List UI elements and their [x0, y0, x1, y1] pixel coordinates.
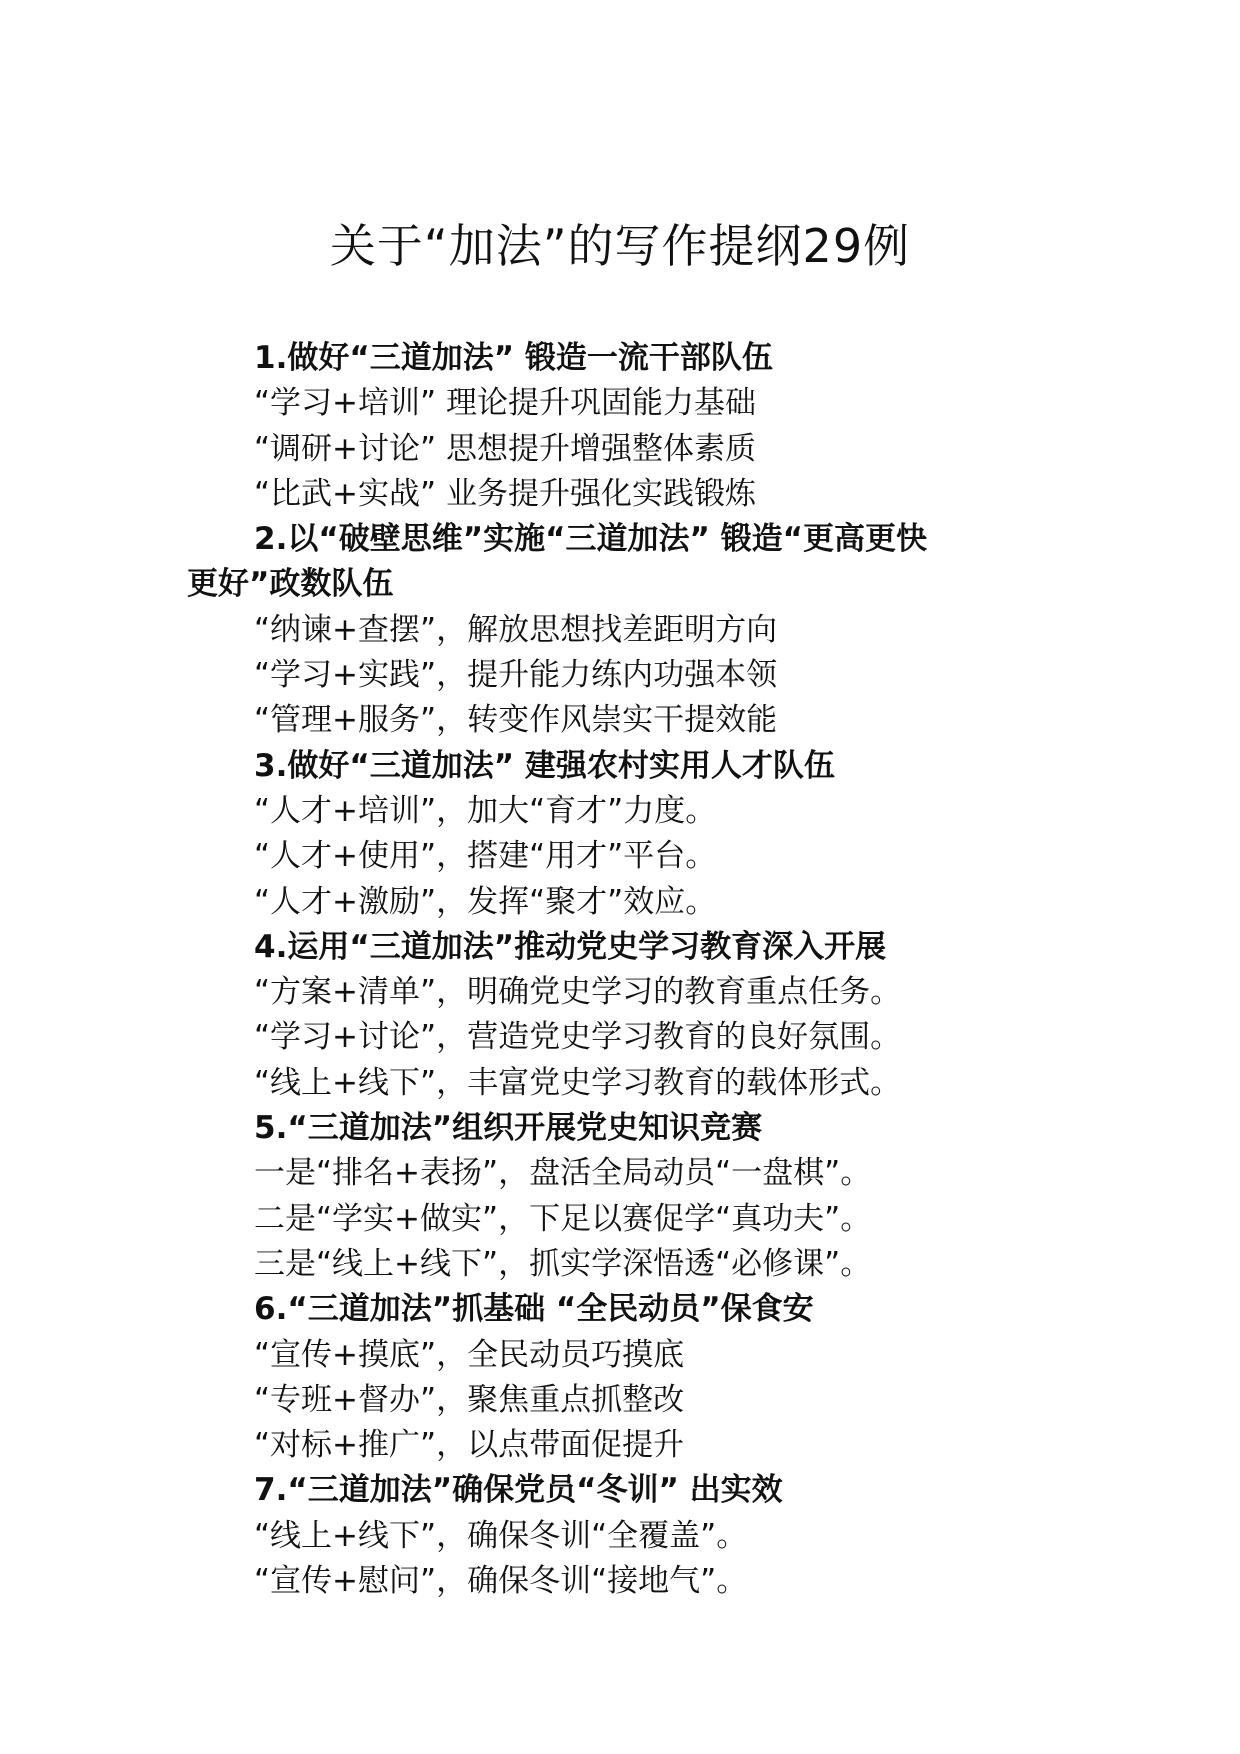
section-heading: 6.“三道加法”抓基础 “全民动员”保食安	[254, 1291, 814, 1328]
outline-item: “方案+清单”，明确党史学习的教育重点任务。	[254, 974, 902, 1011]
outline-item: “学习+实践”，提升能力练内功强本领	[254, 657, 778, 694]
outline-item: “学习+培训” 理论提升巩固能力基础	[254, 385, 756, 422]
outline-section	[187, 744, 1067, 925]
outline-section	[187, 1468, 1067, 1604]
outline-section	[187, 517, 1067, 743]
outline-item: 二是“学实+做实”，下足以赛促学“真功夫”。	[254, 1200, 872, 1237]
document-title: 关于“加法”的写作提纲29例	[329, 219, 911, 273]
outline-item: “纳谏+查摆”，解放思想找差距明方向	[254, 611, 778, 648]
outline-item: “对标+推广”，以点带面促提升	[254, 1427, 685, 1464]
outline-section	[187, 336, 1067, 517]
outline-item: “管理+服务”，转变作风崇实干提效能	[254, 702, 778, 739]
outline-section	[187, 1106, 1067, 1287]
section-heading: 5.“三道加法”组织开展党史知识竞赛	[254, 1110, 763, 1147]
section-heading-continuation: 更好”政数队伍	[187, 566, 394, 603]
outline-item: “人才+培训”，加大“育才”力度。	[254, 792, 717, 829]
outline-item: 三是“线上+线下”，抓实学深悟透“必修课”。	[254, 1245, 872, 1282]
section-heading: 2.以“破壁思维”实施“三道加法” 锻造“更高更快	[254, 521, 928, 558]
outline-item: “人才+使用”，搭建“用才”平台。	[254, 838, 717, 875]
outline-item: “宣传+慰问”，确保冬训“接地气”。	[254, 1563, 748, 1600]
outline-section	[187, 925, 1067, 1106]
section-heading: 3.做好“三道加法” 建强农村实用人才队伍	[254, 747, 835, 784]
outline-item: “宣传+摸底”，全民动员巧摸底	[254, 1336, 685, 1373]
outline-item: “学习+讨论”，营造党史学习教育的良好氛围。	[254, 1019, 902, 1056]
section-heading: 4.运用“三道加法”推动党史学习教育深入开展	[254, 928, 887, 965]
outline-content	[187, 336, 1067, 1604]
outline-item: “线上+线下”，丰富党史学习教育的载体形式。	[254, 1064, 902, 1101]
outline-item: “比武+实战” 业务提升强化实践锻炼	[254, 475, 756, 512]
outline-item: “人才+激励”，发挥“聚才”效应。	[254, 883, 717, 920]
outline-item: 一是“排名+表扬”，盘活全局动员“一盘棋”。	[254, 1155, 872, 1192]
outline-item: “线上+线下”，确保冬训“全覆盖”。	[254, 1517, 748, 1554]
outline-section	[187, 1287, 1067, 1468]
outline-item: “调研+讨论” 思想提升增强整体素质	[254, 430, 756, 467]
outline-item: “专班+督办”，聚焦重点抓整改	[254, 1381, 685, 1418]
section-heading: 1.做好“三道加法” 锻造一流干部队伍	[254, 340, 773, 376]
section-heading: 7.“三道加法”确保党员“冬训” 出实效	[254, 1472, 783, 1509]
